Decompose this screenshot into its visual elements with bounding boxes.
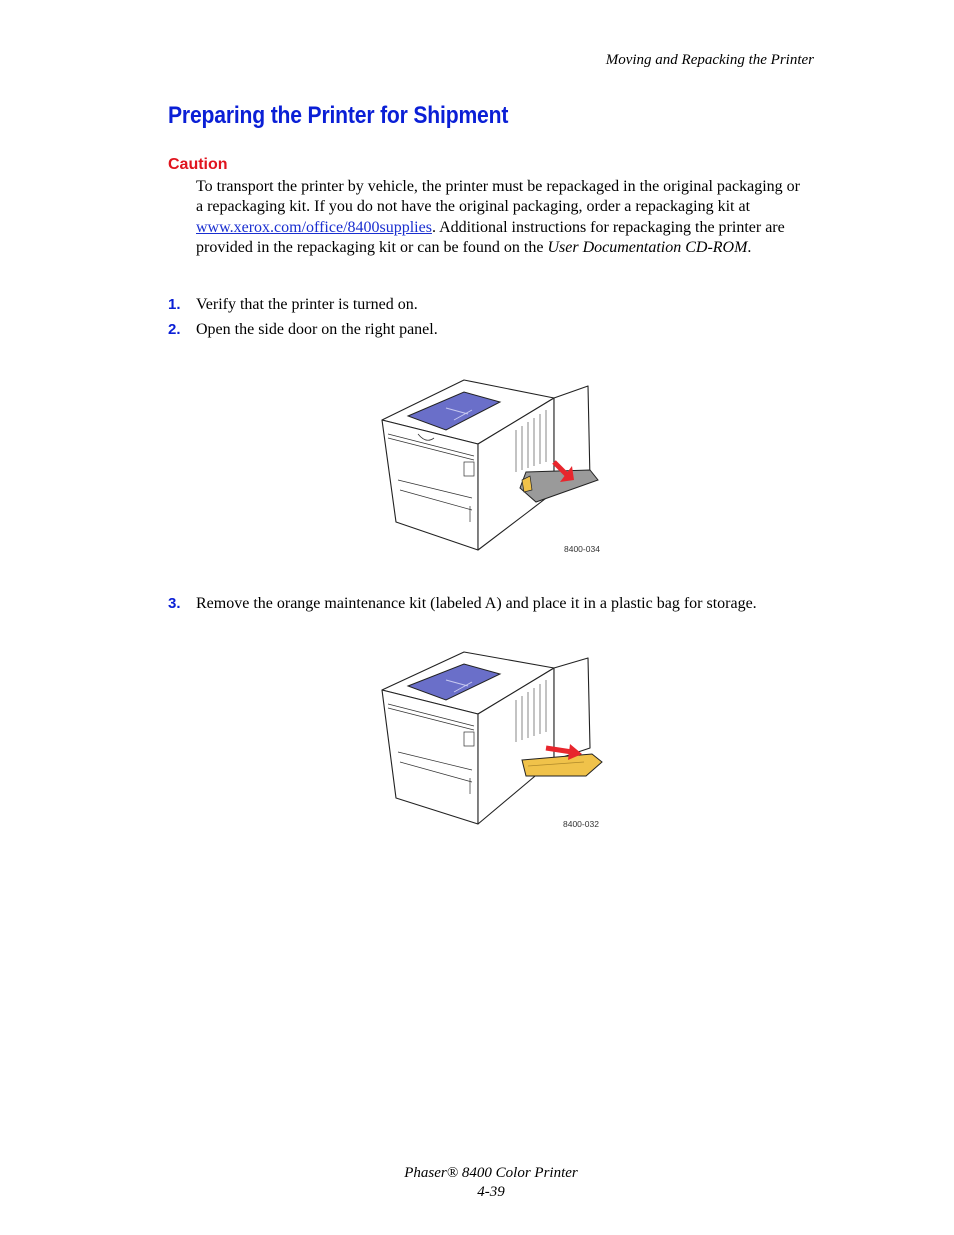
step-number: 1. [168,296,181,313]
footer-page-number: 4-39 [477,1184,505,1200]
running-head: Moving and Repacking the Printer [605,52,814,68]
step-text: Open the side door on the right panel. [196,321,438,338]
step-text: Verify that the printer is turned on. [196,296,418,313]
caution-text-part: To transport the printer by vehicle, the printer must be repackaged in the original packaging or a repackaging kit. If you do not have the original packaging, order a repackaging kit at [196,178,801,216]
step-2 [168,321,438,339]
page-title: Preparing the Printer for Shipment [168,102,509,129]
step-text: Remove the orange maintenance kit (labeled A) and place it in a plastic bag for storage. [196,595,757,612]
figure-code: 8400-032 [563,819,599,829]
caution-label: Caution [168,156,228,173]
maintenance-kit-removal-illustration [376,648,608,830]
step-number: 3. [168,595,181,612]
supplies-link[interactable]: www.xerox.com/office/8400supplies [196,218,432,236]
step-1 [168,296,418,314]
caution-text [196,177,811,258]
step-number: 2. [168,321,181,338]
printer-side-door-illustration [376,372,608,554]
figure-code: 8400-034 [564,544,600,554]
step-3 [168,595,757,613]
caution-text-part: . [747,238,752,256]
caution-text-part: . Additional instructions for repackaging the printer are provided in the repackaging kit or can be found on the [196,218,785,256]
page-footer [0,1164,954,1202]
footer-product: Phaser® 8400 Color Printer [404,1165,578,1181]
cd-rom-title: User Documentation CD-ROM [547,238,748,256]
